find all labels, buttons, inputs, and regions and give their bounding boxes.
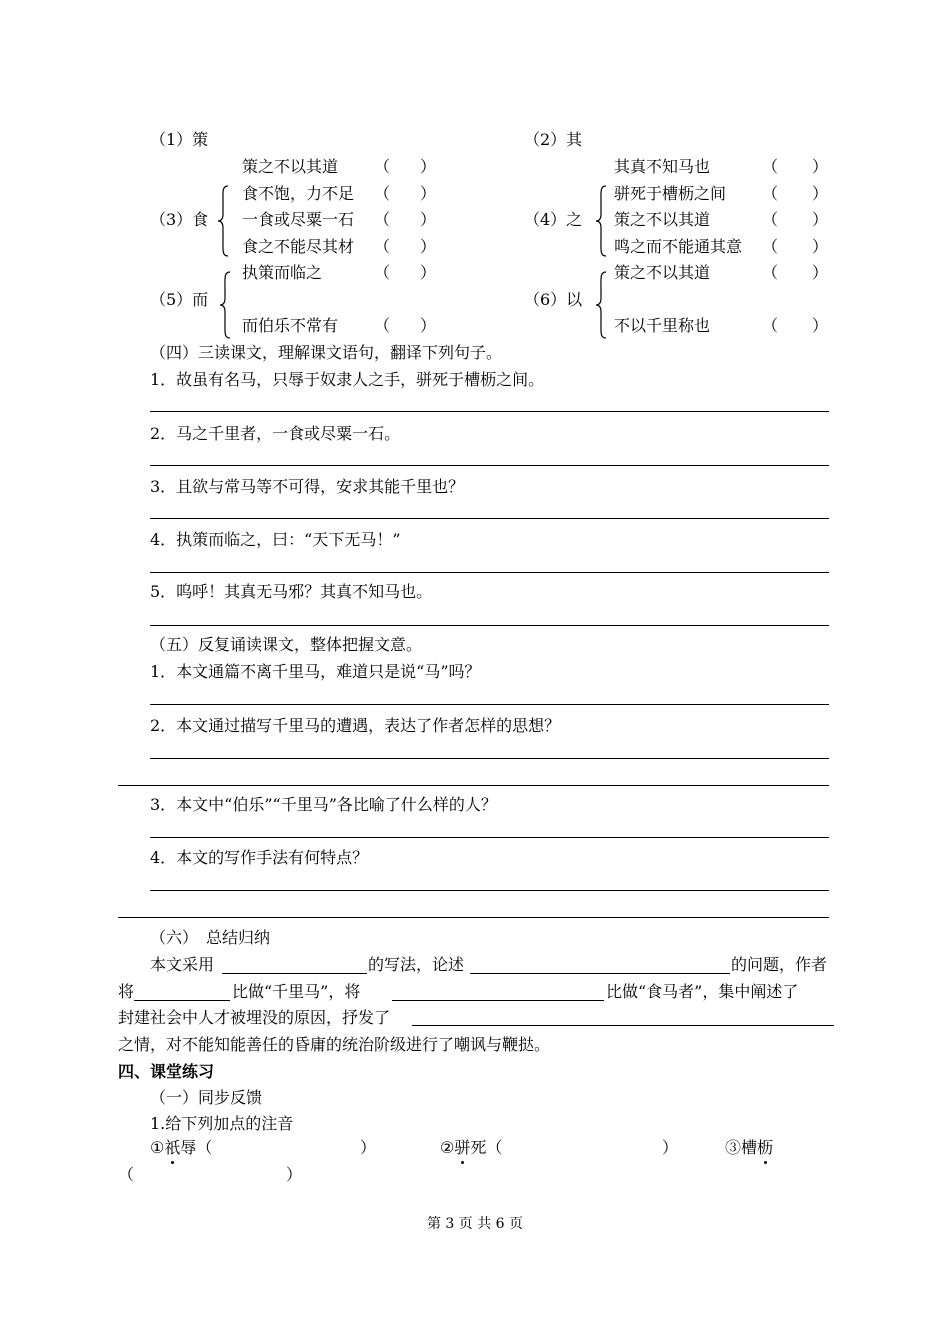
word-er-label: （5）而 [150,290,209,309]
paren-open: （ [762,316,779,335]
blank-line [412,1025,834,1026]
question: 5．呜呼！其真无马邪？其真不知马也。 [150,582,433,601]
answer-line [150,837,829,838]
item-text: 辱（ [180,1138,213,1157]
paren-open: （ [374,263,391,282]
item-number: ③ [725,1138,742,1157]
dotted-char: 骈 [454,1138,471,1157]
paren-open: （ [762,157,779,176]
answer-line [118,917,829,918]
pinyin-item-3 [725,1138,773,1158]
paren-close: ） [420,237,437,256]
dotted-char: 枥 [757,1138,774,1157]
word-er-item-1: 执策而临之 [242,263,323,282]
paren-close: ） [420,263,437,282]
dotted-char: 祇 [164,1138,181,1157]
question: 3．本文中“伯乐”“千里马”各比喻了什么样的人？ [150,795,497,814]
word-zhi-label: （4）之 [524,210,583,229]
brace-icon [218,270,232,340]
paren-close: ） [812,210,829,229]
summary-text: 将 [118,982,135,1001]
part-4-title: 四、课堂练习 [118,1062,215,1081]
word-shi-item-3: 食之不能尽其材 [242,237,355,256]
page-footer: 第 3 页 共 6 页 [426,1216,524,1232]
answer-line [150,411,829,412]
word-shi-label: （3）食 [150,210,209,229]
pinyin-item-2 [440,1138,502,1158]
paren-open: （ [762,237,779,256]
answer-line [150,572,829,573]
word-zhi-item-2: 策之不以其道 [614,210,711,229]
question: 1．本文通篇不离千里马，难道只是说“马”吗？ [150,662,481,681]
paren-close: ） [360,1138,377,1157]
summary-text: 的问题，作者 [731,955,828,974]
question: 1．故虽有名马，只辱于奴隶人之手，骈死于槽枥之间。 [150,370,545,389]
answer-line [150,704,829,705]
paren-close: ） [662,1138,679,1157]
exercise-question: 1.给下列加点的注音 [150,1114,294,1133]
answer-line [118,785,829,786]
paren-open: （ [374,237,391,256]
item-text: 死（ [470,1138,503,1157]
subsection-title: （一）同步反馈 [150,1088,263,1107]
paren-close: ） [812,157,829,176]
paren-close: ） [420,210,437,229]
answer-line [150,625,829,626]
paren-open: （ [118,1165,135,1184]
paren-close: ） [812,184,829,203]
summary-text: 的写法，论述 [368,955,465,974]
blank-line [392,1000,604,1001]
summary-text: 之情，对不能知能善任的昏庸的统治阶级进行了嘲讽与鞭挞。 [118,1035,551,1054]
word-qi-label: （2）其 [524,130,583,149]
word-qi-item: 其真不知马也 [614,157,711,176]
paren-close: ） [420,316,437,335]
word-shi-item-1: 食不饱，力不足 [242,184,355,203]
paren-close: ） [420,184,437,203]
paren-open: （ [374,184,391,203]
blank-line [222,973,367,974]
word-ce-item: 策之不以其道 [242,157,339,176]
blank-line [470,973,730,974]
paren-open: （ [374,316,391,335]
pinyin-item-1 [150,1138,212,1158]
paren-close: ） [812,316,829,335]
summary-text: 比做“千里马”，将 [232,982,361,1001]
paren-open: （ [374,157,391,176]
word-zhi-item-3: 鸣之而不能通其意 [614,237,743,256]
summary-text: 比做“食马者”，集中阐述了 [606,982,799,1001]
section-6-title: （六） 总结归纳 [150,928,271,947]
blank-line [134,1000,230,1001]
paren-close: ） [286,1165,303,1184]
brace-icon [594,270,608,340]
paren-open: （ [762,263,779,282]
summary-text: 封建社会中人才被埋没的原因，抒发了 [118,1008,391,1027]
item-number: ① [150,1138,165,1157]
word-shi-item-2: 一食或尽粟一石 [242,210,355,229]
answer-line [150,890,829,891]
section-5-title: （五）反复诵读课文，整体把握文意。 [150,635,423,654]
brace-icon [216,184,230,258]
paren-open: （ [762,184,779,203]
word-er-item-2: 而伯乐不常有 [242,316,339,335]
paren-open: （ [374,210,391,229]
paren-close: ） [812,263,829,282]
word-yi-item-1: 策之不以其道 [614,263,711,282]
answer-line [150,465,829,466]
question: 4．执策而临之，曰：“天下无马！” [150,530,401,549]
word-ce-label: （1）策 [150,130,209,149]
word-yi-label: （6）以 [524,290,583,309]
word-yi-item-2: 不以千里称也 [614,316,711,335]
question: 3．且欲与常马等不可得，安求其能千里也？ [150,477,465,496]
word-zhi-item-1: 骈死于槽枥之间 [614,184,727,203]
question: 2．本文通过描写千里马的遭遇，表达了作者怎样的思想？ [150,716,561,735]
item-text: 槽 [741,1138,758,1157]
question: 4．本文的写作手法有何特点？ [150,848,369,867]
paren-open: （ [762,210,779,229]
brace-icon [594,184,608,258]
question: 2．马之千里者，一食或尽粟一石。 [150,424,401,443]
answer-line [150,758,829,759]
paren-close: ） [812,237,829,256]
paren-close: ） [420,157,437,176]
answer-line [150,518,829,519]
item-number: ② [440,1138,455,1157]
section-4-title: （四）三读课文，理解课文语句，翻译下列句子。 [150,343,503,362]
summary-text: 本文采用 [150,955,215,974]
